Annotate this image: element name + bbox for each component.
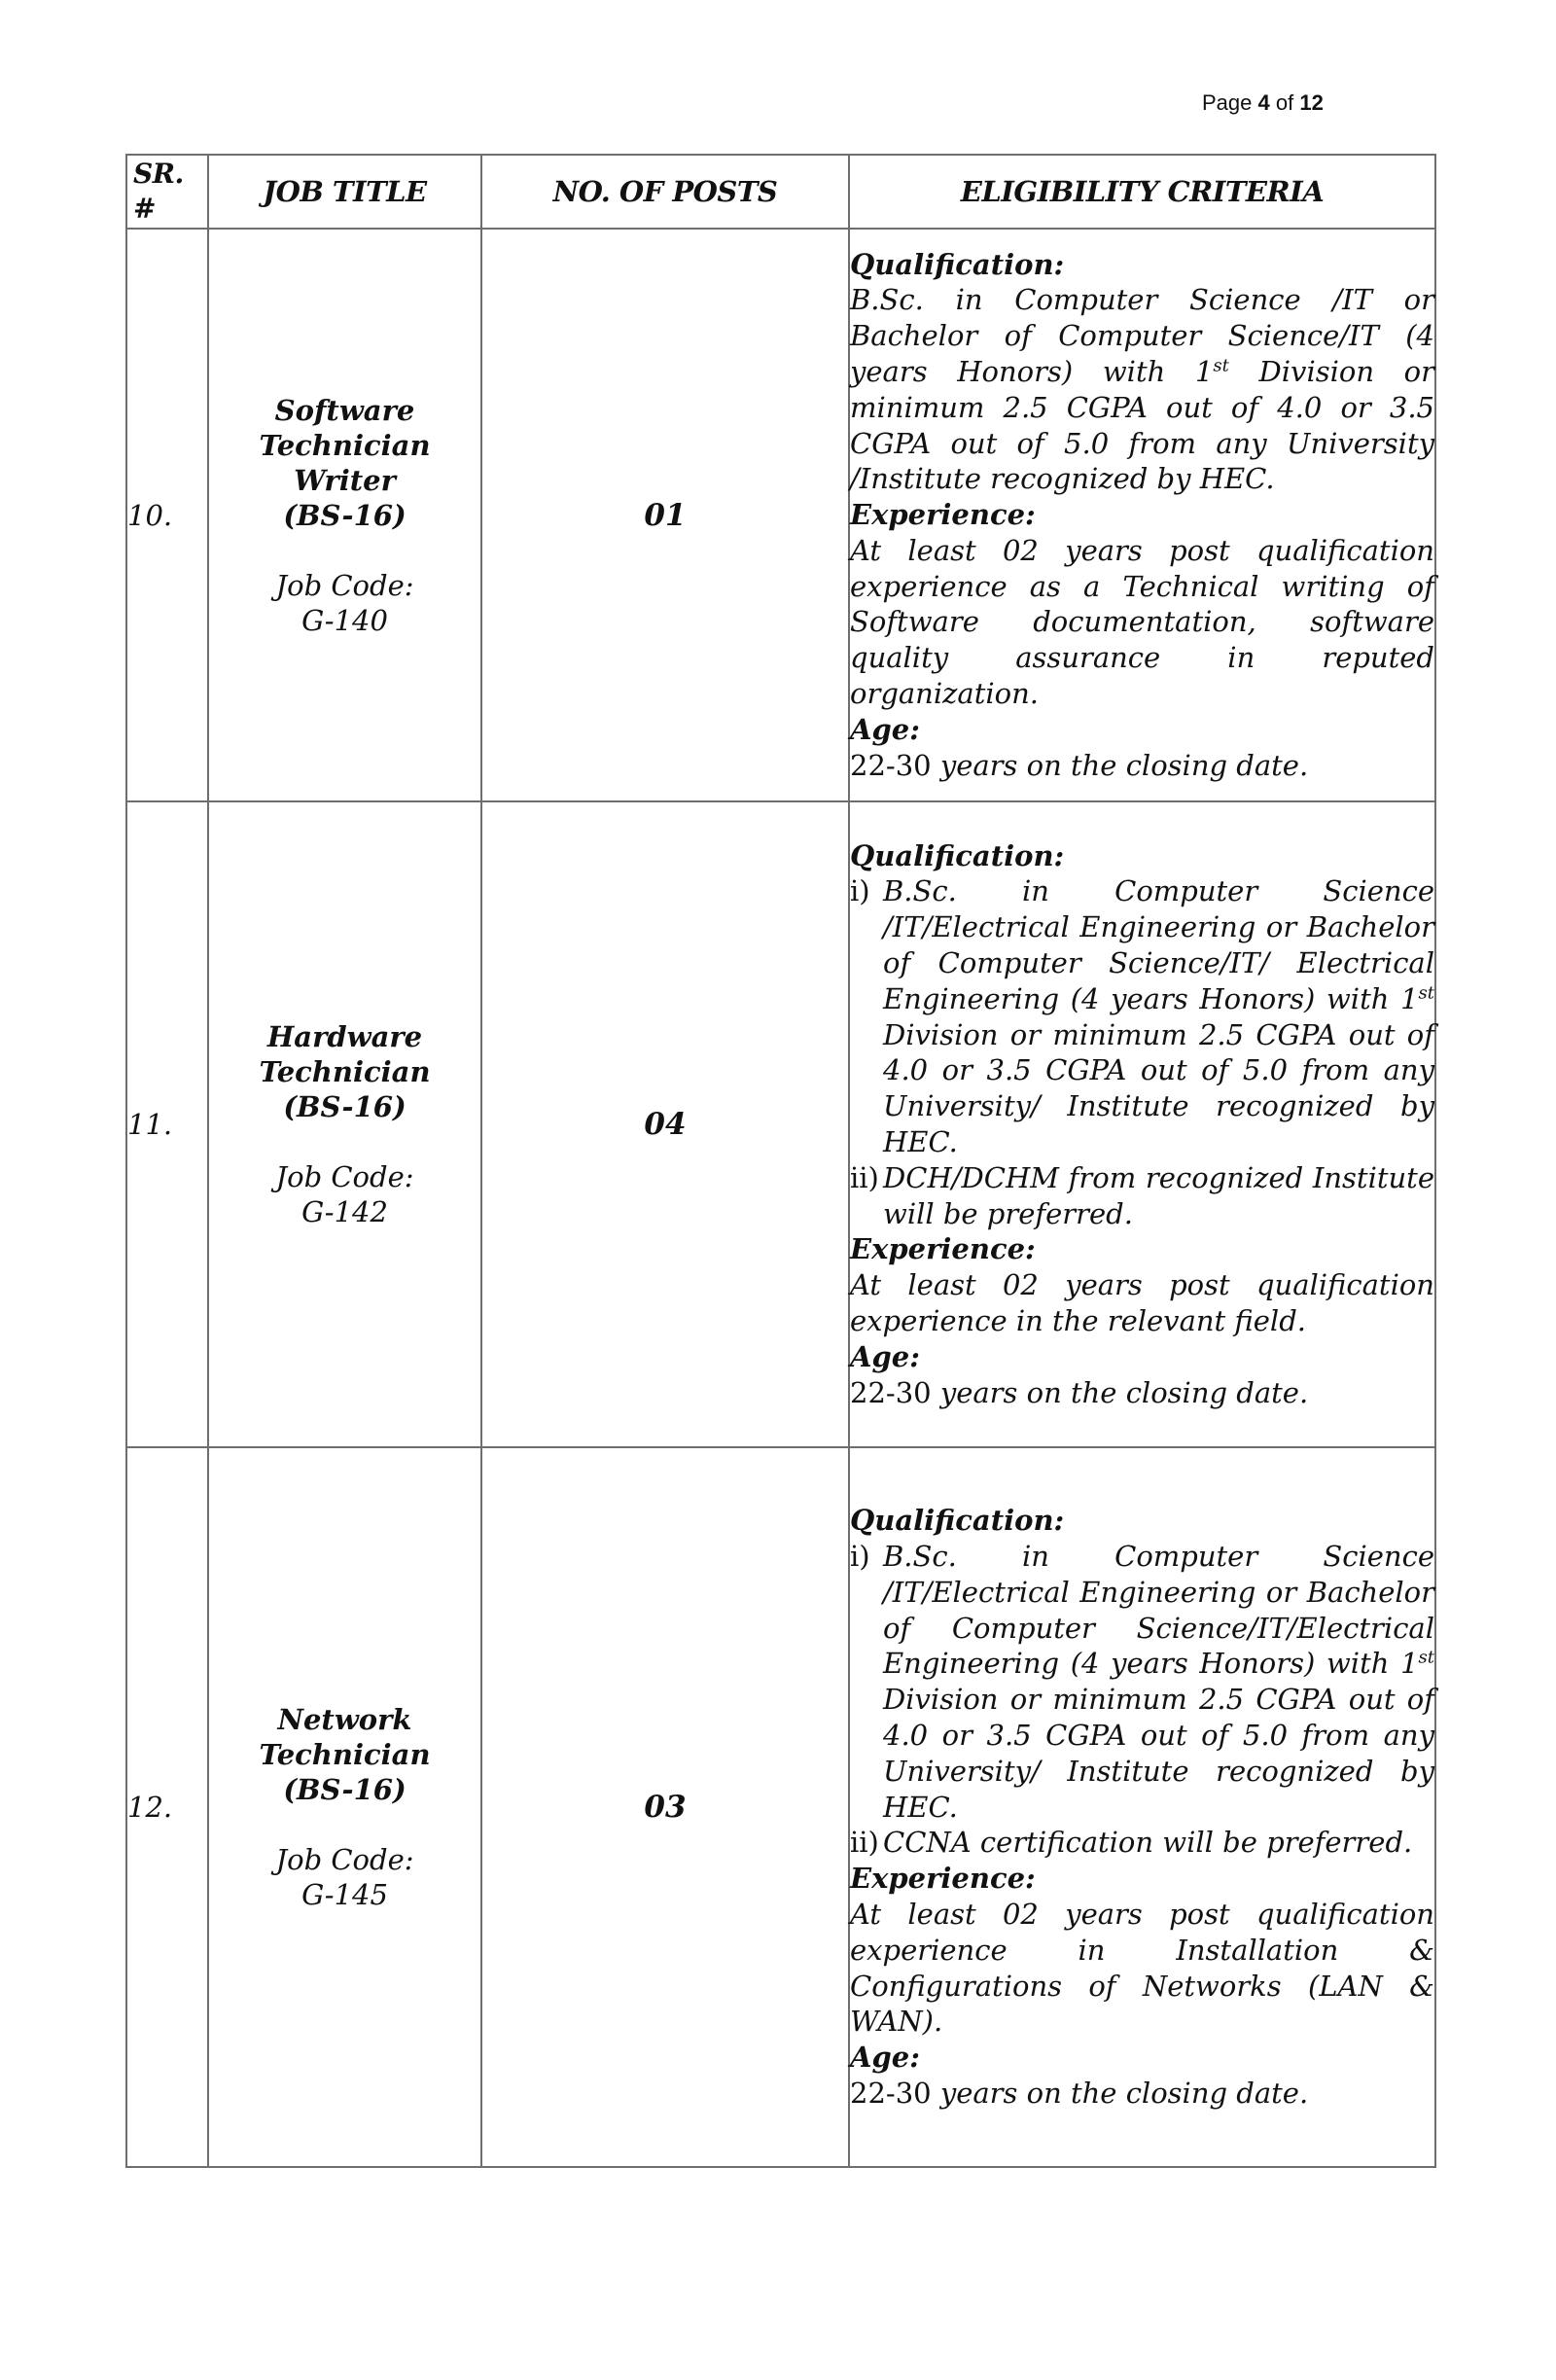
table-row	[126, 229, 1435, 801]
qualification-item: ii) CCNA certification will be preferred.	[850, 1826, 1413, 1860]
row-criteria	[849, 801, 1435, 1447]
table-row	[126, 801, 1435, 1447]
row-job-title	[208, 801, 481, 1447]
job-title: Software Technician Writer (BS-16)	[259, 393, 431, 532]
job-code: G-142	[301, 1195, 388, 1228]
age-label: Age:	[850, 1339, 920, 1373]
age-text: 22-30 years on the closing date.	[850, 2076, 1309, 2110]
experience-label: Experience:	[850, 498, 1036, 532]
qualification-item: i) B.Sc. in Computer Science /IT/Electrical Engineering or Bachelor of Computer Science/IT/ Electrical Engineering (4 years Honors) with 1st Division or minimum 2.5 CGPA out of 4.0 or 3.5 CGPA out of 5.0 from any University/ Institute recognized by HEC.	[850, 874, 1434, 1158]
age-label: Age:	[850, 2041, 920, 2075]
row-posts: 04	[481, 801, 849, 1447]
age-label: Age:	[850, 712, 920, 746]
page-prefix: Page	[1202, 90, 1253, 115]
row-posts: 03	[481, 1447, 849, 2167]
experience-text: At least 02 years post qualification experience in Installation & Configurations of Networks (LAN & WAN).	[850, 1897, 1434, 2039]
row-criteria	[849, 1447, 1435, 2167]
qualification-item: i) B.Sc. in Computer Science /IT/Electrical Engineering or Bachelor of Computer Science/IT/Electrical Engineering (4 years Honors) with 1st Division or minimum 2.5 CGPA out of 4.0 or 3.5 CGPA out of 5.0 from any University/ Institute recognized by HEC.	[850, 1540, 1434, 1824]
row-criteria	[849, 229, 1435, 801]
header-criteria: ELIGIBILITY CRITERIA	[849, 155, 1435, 229]
job-title: Network Technician (BS-16)	[259, 1703, 431, 1806]
experience-text: At least 02 years post qualification experience in the relevant field.	[850, 1268, 1434, 1337]
experience-text: At least 02 years post qualification experience as a Technical writing of Software documentation, software quality assurance in reputed organization.	[850, 533, 1434, 711]
job-table	[125, 154, 1436, 2168]
header-posts: NO. OF POSTS	[481, 155, 849, 229]
qualification-label: Qualification:	[850, 838, 1065, 872]
header-sr: SR. #	[126, 155, 208, 229]
qualification-label: Qualification:	[850, 1504, 1065, 1538]
job-code: G-145	[301, 1878, 388, 1911]
table-header-row	[126, 155, 1435, 229]
job-title: Hardware Technician (BS-16)	[259, 1020, 431, 1123]
experience-label: Experience:	[850, 1232, 1036, 1266]
page-of: of	[1275, 90, 1294, 115]
table-row	[126, 1447, 1435, 2167]
header-job-title: JOB TITLE	[208, 155, 481, 229]
job-code-label: Job Code:	[275, 568, 414, 602]
job-code-label: Job Code:	[275, 1160, 414, 1193]
qualification-text: B.Sc. in Computer Science /IT or Bachelor of Computer Science/IT (4 years Honors) with 1st Division or minimum 2.5 CGPA out of 4.0 or 3.5 CGPA out of 5.0 from any University /Institute recognized by HEC.	[850, 283, 1434, 496]
experience-label: Experience:	[850, 1862, 1036, 1896]
row-posts: 01	[481, 229, 849, 801]
job-code-label: Job Code:	[275, 1843, 414, 1876]
page-current: 4	[1257, 90, 1270, 115]
page-total: 12	[1299, 90, 1324, 115]
row-sr: 11.	[126, 801, 208, 1447]
page-number	[1202, 90, 1324, 116]
age-text: 22-30 years on the closing date.	[850, 748, 1309, 782]
job-code: G-140	[301, 603, 388, 637]
qualification-label: Qualification:	[850, 247, 1065, 281]
row-sr: 10.	[126, 229, 208, 801]
qualification-item: ii) DCH/DCHM from recognized Institute will be preferred.	[850, 1160, 1434, 1230]
row-job-title	[208, 229, 481, 801]
row-sr: 12.	[126, 1447, 208, 2167]
row-job-title	[208, 1447, 481, 2167]
age-text: 22-30 years on the closing date.	[850, 1375, 1309, 1409]
